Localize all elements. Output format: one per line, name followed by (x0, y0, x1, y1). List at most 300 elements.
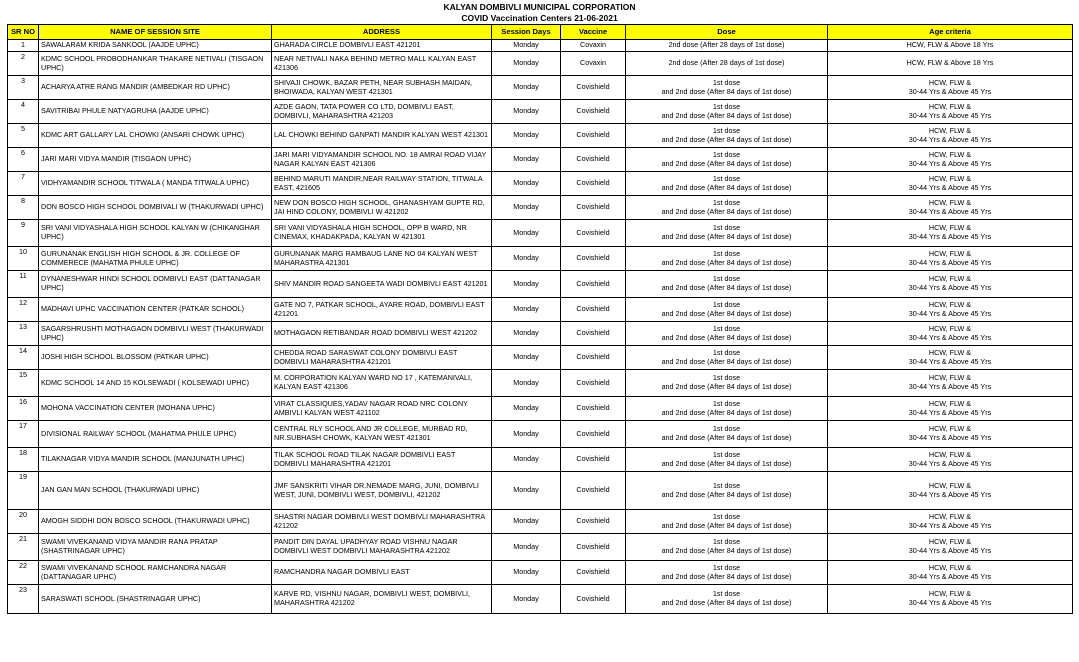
session-day-cell (492, 585, 561, 614)
dose-line-2: and 2nd dose (After 84 days of 1st dose) (661, 257, 792, 267)
sr-no-text: 16 (19, 397, 27, 406)
sr-no-cell (8, 322, 39, 346)
dose-line-1: 1st dose (712, 248, 741, 258)
vaccine-text: Covishield (576, 82, 610, 92)
dose-cell (626, 561, 828, 585)
dose-cell (626, 76, 828, 100)
table-row (8, 220, 1073, 247)
dose-line-1: 1st dose (712, 537, 741, 547)
session-site-cell (39, 271, 272, 298)
age-criteria-cell (828, 421, 1073, 448)
session-site-text: MOHONA VACCINATION CENTER (MOHANA UPHC) (41, 403, 215, 413)
sr-no-cell (8, 172, 39, 196)
session-day-text: Monday (513, 593, 539, 603)
session-day-text: Monday (513, 567, 539, 577)
session-site-text: KDMC SCHOOL PROBODHANKAR THAKARE NETIVALI (TISGAON UPHC) (41, 53, 264, 72)
session-site-text: ACHARYA ATRE RANG MANDIR (AMBEDKAR RD UPHC) (41, 82, 230, 92)
column-header-sr-no: SR NO (8, 25, 39, 40)
sr-no-cell (8, 271, 39, 298)
address-cell (272, 172, 492, 196)
age-line-1: HCW, FLW & (928, 274, 972, 284)
age-criteria-cell (828, 585, 1073, 614)
age-line-1: HCW, FLW & (928, 125, 972, 135)
session-site-cell (39, 561, 272, 585)
session-site-cell (39, 421, 272, 448)
session-day-cell (492, 322, 561, 346)
session-site-cell (39, 148, 272, 172)
address-cell (272, 100, 492, 124)
age-criteria-cell (828, 534, 1073, 561)
age-criteria-cell (828, 370, 1073, 397)
session-site-text: DYNANESHWAR HINDI SCHOOL DOMBIVLI EAST (DATTANAGAR UPHC) (41, 274, 261, 292)
table-row (8, 40, 1073, 52)
session-site-cell (39, 124, 272, 148)
dose-cell (626, 52, 828, 76)
sr-no-cell (8, 220, 39, 247)
address-text: M. CORPORATION KALYAN WARD NO 17 , KATEMANIVALI, KALYAN EAST 421306 (274, 373, 472, 391)
vaccine-text: Covishield (576, 516, 610, 526)
sr-no-text: 15 (19, 370, 27, 379)
sr-no-cell (8, 346, 39, 370)
sr-no-cell (8, 52, 39, 76)
address-cell (272, 220, 492, 247)
session-site-cell (39, 370, 272, 397)
vaccine-text: Covishield (576, 106, 610, 116)
vaccine-text: Covishield (576, 428, 610, 438)
address-text: CHEDDA ROAD SARASWAT COLONY DOMBIVLI EAST DOMBIVLI MAHARASHTRA 421201 (274, 347, 458, 366)
page-subtitle: COVID Vaccination Centers 21-06-2021 (461, 13, 618, 23)
dose-line-1: 1st dose (712, 589, 741, 599)
table-row (8, 370, 1073, 397)
dose-line-2: and 2nd dose (After 84 days of 1st dose) (661, 458, 792, 468)
session-day-cell (492, 448, 561, 472)
table-row (8, 472, 1073, 510)
age-line-2: 30-44 Yrs & Above 45 Yrs (908, 458, 992, 468)
session-day-text: Monday (513, 106, 539, 116)
table-row (8, 421, 1073, 448)
address-text: GURUNANAK MARG RAMBAUG LANE NO 04 KALYAN WEST MAHARASTRA 421301 (274, 248, 478, 267)
session-day-text: Monday (513, 516, 539, 526)
vaccine-text: Covishield (576, 130, 610, 140)
age-line-2: 30-44 Yrs & Above 45 Yrs (908, 232, 992, 241)
session-site-cell (39, 322, 272, 346)
vaccine-cell (561, 346, 626, 370)
table-row (8, 346, 1073, 370)
vaccine-cell (561, 397, 626, 421)
vaccine-cell (561, 448, 626, 472)
address-text: GATE NO 7, PATKAR SCHOOL, AYARE ROAD, DOMBIVLI EAST 421201 (274, 299, 485, 318)
dose-line-2: and 2nd dose (After 84 days of 1st dose) (661, 182, 792, 192)
age-line-1: HCW, FLW & (928, 511, 972, 521)
session-site-text: KDMC ART GALLARY LAL CHOWKI (ANSARI CHOWK UPHC) (41, 130, 245, 140)
vaccine-text: Covishield (576, 403, 610, 413)
address-text: JARI MARI VIDYAMANDIR SCHOOL NO. 18 AMRAI ROAD VIJAY NAGAR KALYAN EAST 421306 (274, 149, 487, 168)
sr-no-cell (8, 298, 39, 322)
address-cell (272, 148, 492, 172)
sr-no-text: 10 (19, 247, 27, 256)
session-site-cell (39, 52, 272, 76)
address-text: SHASTRI NAGAR DOMBIVLI WEST DOMBIVLI MAHARASHTRA 421202 (274, 511, 485, 530)
vaccine-text: Covishield (576, 304, 610, 314)
dose-line-2: and 2nd dose (After 84 days of 1st dose) (661, 598, 792, 607)
dose-cell (626, 247, 828, 271)
sr-no-cell (8, 76, 39, 100)
age-line-2: 30-44 Yrs & Above 45 Yrs (908, 356, 992, 366)
table-row (8, 448, 1073, 472)
age-criteria-cell (828, 40, 1073, 52)
sr-no-text: 12 (19, 298, 27, 307)
dose-cell (626, 585, 828, 614)
dose-line-1: 1st dose (712, 223, 741, 233)
session-site-text: TILAKNAGAR VIDYA MANDIR SCHOOL (MANJUNATH UPHC) (41, 454, 245, 464)
vaccine-cell (561, 421, 626, 448)
age-line-1: HCW, FLW & (928, 480, 972, 490)
address-text: RAMCHANDRA NAGAR DOMBIVLI EAST (274, 567, 410, 577)
session-day-cell (492, 271, 561, 298)
address-text: SRI VANI VIDYASHALA HIGH SCHOOL, OPP B WARD, NR CINEMAX, KHADAKPADA, KALYAN W 421301 (274, 223, 467, 241)
age-criteria-cell (828, 124, 1073, 148)
vaccine-cell (561, 196, 626, 220)
session-day-text: Monday (513, 202, 539, 212)
dose-line-1: 1st dose (712, 398, 741, 408)
vaccine-text: Covishield (576, 485, 610, 495)
age-line-2: 30-44 Yrs & Above 45 Yrs (908, 382, 992, 391)
dose-line-2: and 2nd dose (After 84 days of 1st dose) (661, 283, 792, 292)
vaccine-cell (561, 561, 626, 585)
sr-no-cell (8, 585, 39, 614)
header-row (8, 25, 1073, 40)
session-day-cell (492, 100, 561, 124)
age-line-2: 30-44 Yrs & Above 45 Yrs (908, 598, 992, 607)
session-day-text: Monday (513, 541, 539, 551)
session-site-cell (39, 397, 272, 421)
vaccine-text: Covaxin (580, 58, 606, 68)
age-criteria-cell (828, 510, 1073, 534)
session-site-cell (39, 585, 272, 614)
session-day-cell (492, 40, 561, 52)
age-line-1: HCW, FLW & (928, 248, 972, 258)
age-line-1: HCW, FLW & (928, 424, 972, 434)
table-row (8, 100, 1073, 124)
dose-line-2: and 2nd dose (After 84 days of 1st dose) (661, 489, 792, 499)
age-line-2: 30-44 Yrs & Above 45 Yrs (908, 206, 992, 216)
sr-no-text: 2 (21, 52, 25, 61)
dose-line-1: 1st dose (712, 197, 741, 207)
session-day-cell (492, 76, 561, 100)
dose-line-2: and 2nd dose (After 84 days of 1st dose) (661, 407, 792, 417)
session-site-cell (39, 196, 272, 220)
age-line-2: 30-44 Yrs & Above 45 Yrs (908, 407, 992, 417)
session-day-cell (492, 472, 561, 510)
dose-line-1: 1st dose (712, 373, 741, 383)
dose-line-2: and 2nd dose (After 84 days of 1st dose) (661, 546, 792, 555)
vaccine-text: Covishield (576, 377, 610, 387)
address-text: TILAK SCHOOL ROAD TILAK NAGAR DOMBIVLI EAST DOMBIVLI MAHARASHTRA 421201 (274, 449, 456, 468)
dose-line-1: 1st dose (712, 77, 741, 87)
dose-cell (626, 421, 828, 448)
age-line-2: 30-44 Yrs & Above 45 Yrs (908, 308, 992, 318)
dose-line-1: 1st dose (712, 149, 741, 159)
dose-cell (626, 472, 828, 510)
vaccine-cell (561, 534, 626, 561)
session-site-text: SWAMI VIVEKANAND SCHOOL RAMCHANDRA NAGAR (DATTANAGAR UPHC) (41, 562, 227, 581)
dose-line-2: and 2nd dose (After 84 days of 1st dose) (661, 110, 792, 120)
session-day-text: Monday (513, 40, 539, 50)
session-day-text: Monday (513, 130, 539, 140)
age-criteria-cell (828, 397, 1073, 421)
sr-no-text: 18 (19, 448, 27, 457)
address-text: SHIVAJI CHOWK, BAZAR PETH, NEAR SUBHASH MAIDAN, BHOIWADA, KALYAN WEST 421301 (274, 77, 472, 96)
table-row (8, 322, 1073, 346)
session-day-cell (492, 220, 561, 247)
age-criteria-cell (828, 247, 1073, 271)
session-site-text: KDMC SCHOOL 14 AND 15 KOLSEWADI ( KOLSEWADI UPHC) (41, 377, 250, 387)
address-cell (272, 472, 492, 510)
age-line-2: 30-44 Yrs & Above 45 Yrs (908, 489, 992, 499)
address-cell (272, 298, 492, 322)
dose-line-1: 1st dose (712, 562, 741, 572)
vaccine-cell (561, 172, 626, 196)
session-day-cell (492, 52, 561, 76)
address-cell (272, 585, 492, 614)
sr-no-text: 11 (19, 271, 27, 280)
address-cell (272, 510, 492, 534)
vaccine-cell (561, 100, 626, 124)
address-cell (272, 196, 492, 220)
address-cell (272, 124, 492, 148)
sr-no-cell (8, 448, 39, 472)
session-day-cell (492, 196, 561, 220)
age-line-2: 30-44 Yrs & Above 45 Yrs (908, 332, 992, 342)
dose-line-2: and 2nd dose (After 84 days of 1st dose) (661, 433, 792, 442)
address-cell (272, 76, 492, 100)
vaccine-text: Covishield (576, 567, 610, 577)
session-day-cell (492, 298, 561, 322)
sr-no-cell (8, 510, 39, 534)
age-line-1: HCW, FLW & (928, 197, 972, 207)
sr-no-text: 8 (21, 196, 25, 205)
table-row (8, 172, 1073, 196)
sr-no-text: 21 (19, 534, 27, 543)
age-line-2: 30-44 Yrs & Above 45 Yrs (908, 283, 992, 292)
sr-no-cell (8, 534, 39, 561)
table-row (8, 298, 1073, 322)
sr-no-cell (8, 397, 39, 421)
address-cell (272, 271, 492, 298)
session-site-cell (39, 247, 272, 271)
dose-line-2: and 2nd dose (After 84 days of 1st dose) (661, 86, 792, 96)
age-criteria-cell (828, 220, 1073, 247)
dose-cell (626, 124, 828, 148)
address-text: NEAR NETIVALI NAKA BEHIND METRO MALL KALYAN EAST 421306 (274, 53, 477, 72)
table-row (8, 196, 1073, 220)
vaccine-cell (561, 370, 626, 397)
session-day-cell (492, 247, 561, 271)
dose-line-1: 1st dose (712, 101, 741, 111)
age-criteria-cell (828, 561, 1073, 585)
dose-line-2: and 2nd dose (After 84 days of 1st dose) (661, 206, 792, 216)
age-line-1: HCW, FLW & Above 18 Yrs (906, 58, 994, 68)
vaccine-text: Covishield (576, 253, 610, 263)
vaccine-text: Covishield (576, 352, 610, 362)
table-row (8, 247, 1073, 271)
sr-no-cell (8, 40, 39, 52)
dose-cell (626, 322, 828, 346)
age-line-2: 30-44 Yrs & Above 45 Yrs (908, 182, 992, 192)
vaccination-centers-table (7, 24, 1073, 614)
age-line-2: 30-44 Yrs & Above 45 Yrs (908, 134, 992, 144)
vaccine-cell (561, 52, 626, 76)
dose-line-1: 1st dose (712, 323, 741, 333)
session-day-text: Monday (513, 328, 539, 338)
session-site-cell (39, 346, 272, 370)
dose-line-2: and 2nd dose (After 84 days of 1st dose) (661, 332, 792, 342)
age-line-1: HCW, FLW & (928, 589, 972, 599)
dose-cell (626, 534, 828, 561)
age-line-1: HCW, FLW & (928, 373, 972, 383)
session-site-text: VIDHYAMANDIR SCHOOL TITWALA ( MANDA TITWALA UPHC) (41, 178, 250, 188)
session-site-text: SAGARSHRUSHTI MOTHAGAON DOMBIVLI WEST (THAKURWADI UPHC) (41, 323, 264, 342)
age-line-1: HCW, FLW & (928, 173, 972, 183)
age-line-1: HCW, FLW & (928, 562, 972, 572)
session-day-text: Monday (513, 304, 539, 314)
sr-no-cell (8, 421, 39, 448)
vaccine-cell (561, 510, 626, 534)
sr-no-text: 3 (21, 76, 25, 85)
age-criteria-cell (828, 298, 1073, 322)
age-line-1: HCW, FLW & (928, 449, 972, 459)
vaccine-cell (561, 124, 626, 148)
session-day-cell (492, 397, 561, 421)
dose-line-1: 1st dose (712, 125, 741, 135)
dose-cell (626, 370, 828, 397)
dose-line-1: 1st dose (712, 511, 741, 521)
vaccine-cell (561, 298, 626, 322)
sr-no-cell (8, 124, 39, 148)
address-text: JMF SANSKRITI VIHAR DR.NEMADE MARG, JUNI, DOMBIVLI WEST, JUNI, DOMBIVLI WEST, DOMBIVLI, 421202 (274, 480, 479, 499)
session-day-text: Monday (513, 403, 539, 413)
sr-no-text: 1 (21, 40, 25, 49)
vaccine-cell (561, 220, 626, 247)
dose-line-2: and 2nd dose (After 84 days of 1st dose) (661, 232, 792, 241)
session-day-text: Monday (513, 58, 539, 68)
session-day-text: Monday (513, 377, 539, 387)
column-header-vaccine: Vaccine (561, 25, 626, 40)
sr-no-text: 17 (19, 421, 27, 430)
session-site-text: AMOGH SIDDHI DON BOSCO SCHOOL (THAKURWADI UPHC) (41, 516, 250, 526)
dose-line-2: and 2nd dose (After 84 days of 1st dose) (661, 571, 792, 581)
vaccine-cell (561, 585, 626, 614)
table-row (8, 510, 1073, 534)
dose-line-1: 1st dose (712, 274, 741, 284)
sr-no-text: 13 (19, 322, 27, 331)
dose-cell (626, 298, 828, 322)
address-cell (272, 370, 492, 397)
session-day-text: Monday (513, 227, 539, 237)
session-site-cell (39, 298, 272, 322)
vaccine-text: Covishield (576, 328, 610, 338)
vaccine-text: Covishield (576, 454, 610, 464)
vaccine-text: Covishield (576, 178, 610, 188)
dose-line-1: 2nd dose (After 28 days of 1st dose) (668, 40, 785, 50)
sr-no-text: 6 (21, 148, 25, 157)
age-criteria-cell (828, 196, 1073, 220)
session-site-text: JAN GAN MAN SCHOOL (THAKURWADI UPHC) (41, 485, 200, 495)
dose-line-1: 1st dose (712, 449, 741, 459)
sr-no-text: 9 (21, 220, 25, 229)
vaccine-text: Covishield (576, 541, 610, 551)
age-line-1: HCW, FLW & (928, 323, 972, 333)
age-line-1: HCW, FLW & (928, 347, 972, 357)
age-line-1: HCW, FLW & (928, 537, 972, 547)
session-site-text: GURUNANAK ENGLISH HIGH SCHOOL & JR. COLLEGE OF COMMERECE (MAHATMA PHULE UPHC) (41, 248, 241, 267)
sr-no-text: 22 (19, 561, 27, 570)
sr-no-text: 14 (19, 346, 27, 355)
session-day-cell (492, 370, 561, 397)
dose-line-1: 1st dose (712, 480, 741, 490)
session-site-text: SAVITRIBAI PHULE NATYAGRUHA (AAJDE UPHC) (41, 106, 209, 116)
address-text: NEW DON BOSCO HIGH SCHOOL, GHANASHYAM GUPTE RD, JAI HIND COLONY, DOMBIVLI W 421202 (274, 197, 485, 216)
dose-line-2: and 2nd dose (After 84 days of 1st dose) (661, 382, 792, 391)
address-text: VIRAT CLASSIQUES,YADAV NAGAR ROAD NRC COLONY AMBIVLI KALYAN WEST 421102 (274, 398, 468, 417)
session-site-text: DIVISIONAL RAILWAY SCHOOL (MAHATMA PHULE UPHC) (41, 428, 237, 438)
dose-line-2: and 2nd dose (After 84 days of 1st dose) (661, 308, 792, 318)
sr-no-cell (8, 247, 39, 271)
dose-line-1: 1st dose (712, 299, 741, 309)
address-text: SHIV MANDIR ROAD SANGEETA WADI DOMBIVLI EAST 421201 (274, 278, 488, 288)
table-row (8, 397, 1073, 421)
address-cell (272, 247, 492, 271)
session-day-cell (492, 421, 561, 448)
dose-line-2: and 2nd dose (After 84 days of 1st dose) (661, 356, 792, 366)
dose-line-2: and 2nd dose (After 84 days of 1st dose) (661, 158, 792, 168)
column-header-age-criteria: Age criteria (828, 25, 1073, 40)
vaccine-text: Covishield (576, 202, 610, 212)
address-text: PANDIT DIN DAYAL UPADHYAY ROAD VISHNU NAGAR DOMBIVLI WEST DOMBIVLI MAHARASHTRA 421202 (274, 537, 458, 555)
session-day-cell (492, 561, 561, 585)
age-line-2: 30-44 Yrs & Above 45 Yrs (908, 520, 992, 530)
session-day-text: Monday (513, 82, 539, 92)
session-site-text: SAWALARAM KRIDA SANKOOL (AAJDE UPHC) (41, 40, 199, 50)
age-line-2: 30-44 Yrs & Above 45 Yrs (908, 571, 992, 581)
session-day-text: Monday (513, 178, 539, 188)
session-day-text: Monday (513, 454, 539, 464)
address-cell (272, 52, 492, 76)
table-row (8, 52, 1073, 76)
sr-no-cell (8, 472, 39, 510)
table-body (8, 40, 1073, 614)
age-criteria-cell (828, 271, 1073, 298)
dose-cell (626, 397, 828, 421)
session-site-cell (39, 76, 272, 100)
address-text: BEHIND MARUTI MANDIR,NEAR RAILWAY STATION, TITWALA EAST, 421605 (274, 173, 483, 192)
dose-line-1: 1st dose (712, 173, 741, 183)
session-site-text: DON BOSCO HIGH SCHOOL DOMBIVALI W (THAKURWADI UPHC) (41, 202, 264, 212)
age-criteria-cell (828, 346, 1073, 370)
address-cell (272, 561, 492, 585)
age-line-2: 30-44 Yrs & Above 45 Yrs (908, 158, 992, 168)
vaccine-cell (561, 322, 626, 346)
address-text: CENTRAL RLY SCHOOL AND JR COLLEGE, MURBAD RD, NR.SUBHASH CHOWK, KALYAN WEST 421301 (274, 424, 468, 442)
age-line-1: HCW, FLW & (928, 223, 972, 233)
dose-cell (626, 196, 828, 220)
column-header-session-days: Session Days (492, 25, 561, 40)
session-day-text: Monday (513, 485, 539, 495)
title-block (0, 0, 1079, 24)
age-criteria-cell (828, 100, 1073, 124)
age-line-1: HCW, FLW & (928, 299, 972, 309)
dose-cell (626, 448, 828, 472)
